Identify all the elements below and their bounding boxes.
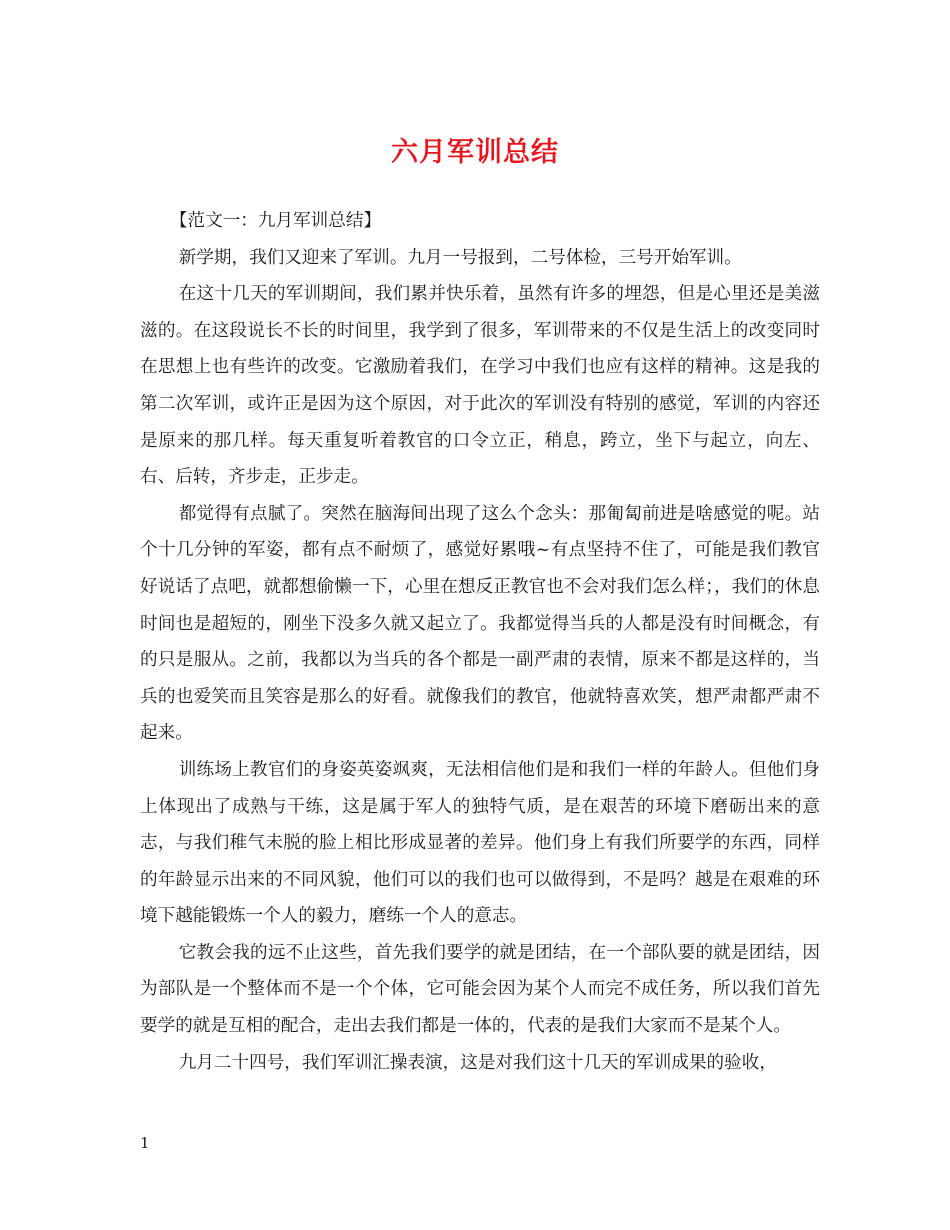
page-number: 1 (140, 1134, 150, 1152)
paragraph: 它教会我的远不止这些，首先我们要学的就是团结，在一个部队要的就是团结，因为部队是一个整体而不是一个个体，它可能会因为某个人而完不成任务，所以我们首先要学的就是互相的配合，走出去我们都是一体的，代表的是我们大家而不是某个人。 (140, 942, 820, 1037)
paragraph: 都觉得有点腻了。突然在脑海间出现了这么个念头：那匍匐前进是啥感觉的呢。站个十几分钟的军姿，都有点不耐烦了，感觉好累哦~有点坚持不住了，可能是我们教官好说话了点吧，就都想偷懒一下，心里在想反正教官也不会对我们怎么样；，我们的休息时间也是超短的，刚坐下没多久就又起立了。我都觉得当兵的人都是没有时间概念，有的只是服从。之前，我都以为当兵的各个都是一副严肃的表情，原来不都是这样的，当兵的也爱笑而且笑容是那么的好看。就像我们的教官，他就特喜欢笑，想严肃都严肃不起来。 (140, 503, 820, 744)
section-heading: 【范文一：九月军训总结】 (169, 211, 382, 231)
document-title: 六月军训总结 (391, 137, 559, 168)
paragraph: 新学期，我们又迎来了军训。九月一号报到，二号体检，三号开始军训。 (178, 247, 742, 268)
paragraph: 九月二十四号，我们军训汇操表演，这是对我们这十几天的军训成果的验收， (178, 1052, 777, 1073)
document-body (140, 203, 820, 1081)
paragraph: 训练场上教官们的身姿英姿飒爽，无法相信他们是和我们一样的年龄人。但他们身上体现出了成熟与干练，这是属于军人的独特气质，是在艰苦的环境下磨砺出来的意志，与我们稚气未脱的脸上相比形成显著的差异。他们身上有我们所要学的东西，同样的年龄显示出来的不同风貌，他们可以的我们也可以做得到，不是吗？越是在艰难的环境下越能锻炼一个人的毅力，磨练一个人的意志。 (140, 759, 820, 927)
paragraph: 在这十几天的军训期间，我们累并快乐着，虽然有许多的埋怨，但是心里还是美滋滋的。在这段说长不长的时间里，我学到了很多，军训带来的不仅是生活上的改变同时在思想上也有些许的改变。它激励着我们，在学习中我们也应有这样的精神。这是我的第二次军训，或许正是因为这个原因，对于此次的军训没有特别的感觉，军训的内容还是原来的那几样。每天重复听着教官的口令立正，稍息，跨立，坐下与起立，向左、右、后转，齐步走，正步走。 (140, 284, 820, 488)
